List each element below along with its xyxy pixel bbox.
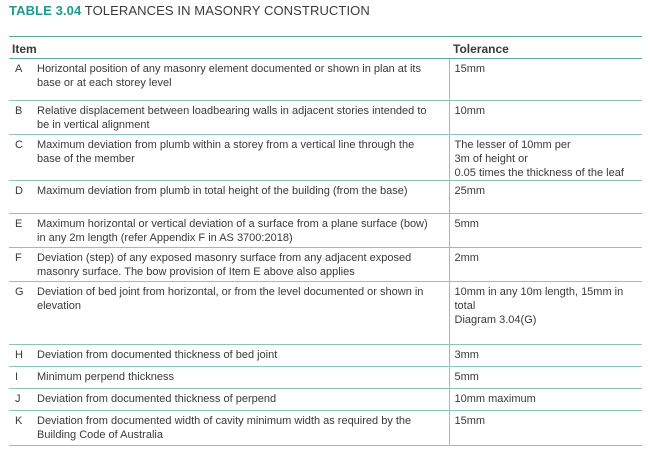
tolerance-line: 10mm [454, 105, 486, 117]
item-tolerance [449, 181, 642, 214]
item-tolerance [449, 135, 642, 181]
tolerance-line: 3m of height or [454, 153, 528, 165]
item-tolerance [449, 248, 642, 282]
tolerance-line: 25mm [454, 185, 486, 197]
column-header-item: Item [9, 37, 449, 59]
item-tolerance [449, 389, 642, 411]
table-row [9, 59, 642, 101]
tolerance-line: 10mm in any 10m length, 15mm in [454, 286, 624, 298]
tolerance-line: The lesser of 10mm per [454, 139, 571, 151]
tolerance-line: 3mm [454, 349, 479, 361]
item-description: Deviation from documented thickness of perpend [37, 389, 449, 411]
table-row [9, 181, 642, 214]
item-letter: I [9, 367, 37, 389]
table-row [9, 345, 642, 367]
item-tolerance [449, 345, 642, 367]
item-letter: H [9, 345, 37, 367]
table-row [9, 214, 642, 248]
item-description: Relative displacement between loadbearing walls in adjacent stories intended to be in vertical alignment [37, 101, 449, 135]
tolerance-line: 2mm [454, 252, 479, 264]
tolerance-line: total [454, 300, 476, 312]
table-caption [9, 3, 370, 18]
tolerance-line: 10mm maximum [454, 393, 536, 405]
item-letter: K [9, 411, 37, 446]
item-letter: B [9, 101, 37, 135]
item-letter: F [9, 248, 37, 282]
item-tolerance [449, 411, 642, 446]
tolerance-line: Diagram 3.04(G) [454, 314, 537, 326]
tolerance-line: 5mm [454, 371, 479, 383]
item-description: Deviation (step) of any exposed masonry surface from any adjacent exposed masonry surface. The bow provision of Item E above also applies [37, 248, 449, 282]
tolerance-line: 15mm [454, 63, 486, 75]
item-tolerance [449, 367, 642, 389]
item-description: Deviation from documented width of cavity minimum width as required by the Building Code of Australia [37, 411, 449, 446]
item-description: Minimum perpend thickness [37, 367, 449, 389]
item-tolerance [449, 101, 642, 135]
item-description: Deviation of bed joint from horizontal, or from the level documented or shown in elevation [37, 282, 449, 345]
table-row [9, 101, 642, 135]
column-header-tolerance: Tolerance [449, 37, 642, 59]
item-letter: A [9, 59, 37, 101]
table-number: TABLE 3.04 [9, 3, 82, 18]
table-title: TOLERANCES IN MASONRY CONSTRUCTION [84, 3, 370, 18]
item-letter: D [9, 181, 37, 214]
table-row [9, 367, 642, 389]
item-description: Horizontal position of any masonry element documented or shown in plan at its base or at each storey level [37, 59, 449, 101]
item-letter: J [9, 389, 37, 411]
item-tolerance [449, 282, 642, 345]
item-letter: C [9, 135, 37, 181]
item-letter: E [9, 214, 37, 248]
table-row [9, 282, 642, 345]
item-description: Maximum horizontal or vertical deviation of a surface from a plane surface (bow) in any 2m length (refer Appendix F in AS 3700:2018) [37, 214, 449, 248]
item-description: Deviation from documented thickness of bed joint [37, 345, 449, 367]
table-row [9, 135, 642, 181]
item-description: Maximum deviation from plumb in total height of the building (from the base) [37, 181, 449, 214]
item-tolerance [449, 59, 642, 101]
tolerances-table [9, 36, 642, 446]
item-letter: G [9, 282, 37, 345]
tolerance-line: 15mm [454, 415, 486, 427]
tolerance-line: 0.05 times the thickness of the leaf [454, 167, 624, 179]
table-row [9, 389, 642, 411]
tolerance-line: 5mm [454, 218, 479, 230]
table-row [9, 411, 642, 446]
table-header [9, 37, 642, 59]
table-body [9, 59, 642, 446]
item-description: Maximum deviation from plumb within a storey from a vertical line through the base of the member [37, 135, 449, 181]
item-tolerance [449, 214, 642, 248]
header-row [9, 37, 642, 59]
table-row [9, 248, 642, 282]
